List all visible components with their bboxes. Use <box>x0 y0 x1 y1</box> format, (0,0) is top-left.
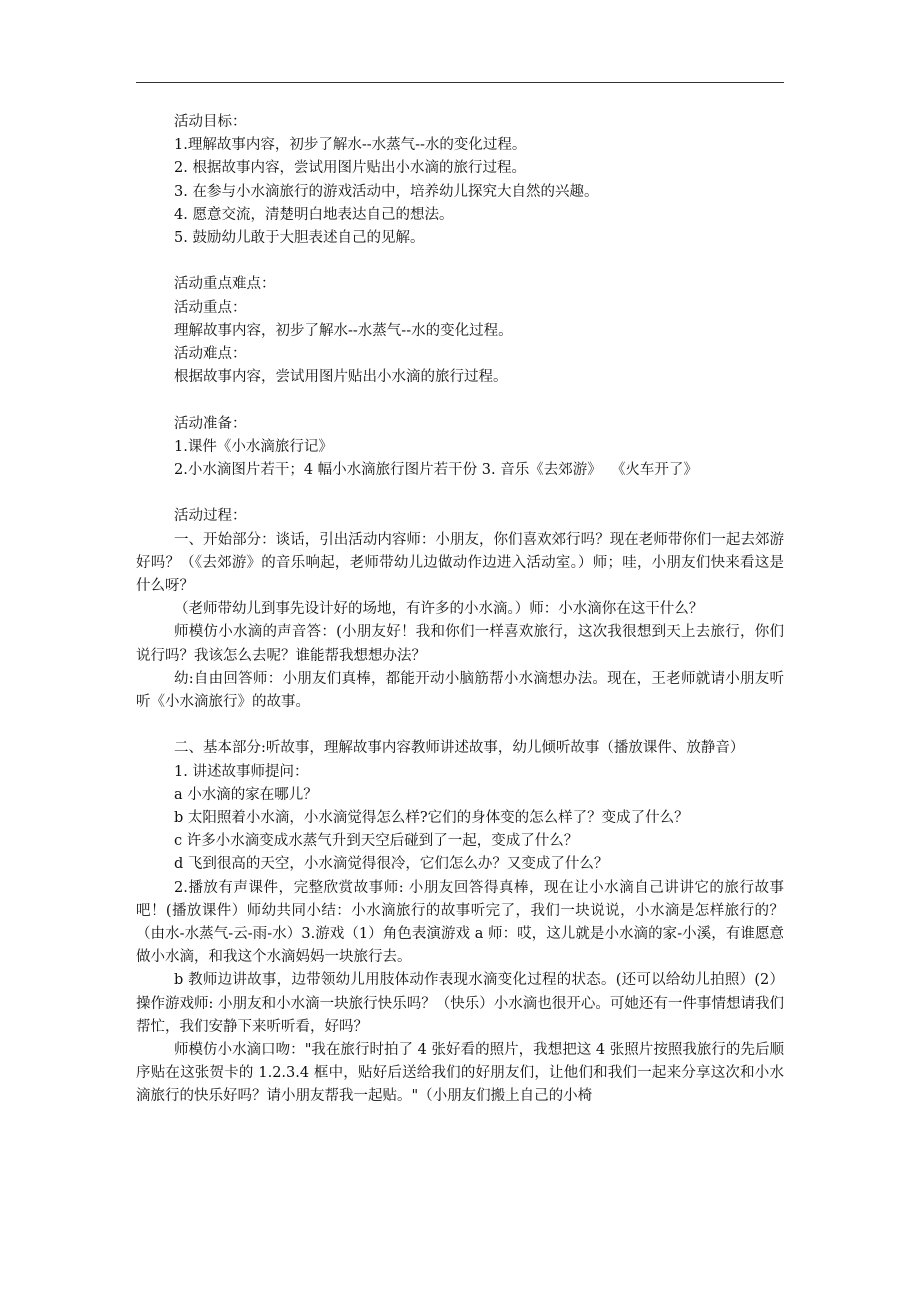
goal-item-3: 3. 在参与小水滴旅行的游戏活动中，培养幼儿探究大自然的兴趣。 <box>174 183 599 200</box>
part2-paragraph-3: 师模仿小水滴口吻："我在旅行时拍了 4 张好看的照片，我想把这 4 张照片按照我旅行的先后顺序贴在这张贺卡的 1.2.3.4 框中，贴好后送给我们的好朋友们，让他们和我们一起来分享这次和小水滴旅行的快乐好吗？请小朋友帮我一起贴。"（小朋友们搬上自己的小椅 <box>136 1042 784 1105</box>
question-a: a 小水滴的家在哪儿？ <box>174 786 318 803</box>
process-heading: 活动过程： <box>174 508 247 525</box>
goal-item-2: 2. 根据故事内容，尝试用图片贴出小水滴的旅行过程。 <box>174 160 526 177</box>
section-gap <box>136 389 784 412</box>
section-gap <box>136 482 784 505</box>
section-gap <box>136 250 784 273</box>
key-points-section <box>136 273 784 389</box>
preparation-item-2: 2.小水滴图片若干；4 幅小水滴旅行图片若干份 3. 音乐《去郊游》 《火车开了》 <box>174 462 698 479</box>
header-rule <box>136 82 784 83</box>
part2-paragraph-1: 2.播放有声课件，完整欣赏故事师: 小朋友回答得真棒，现在让小水滴自己讲讲它的旅行故事吧！(播放课件）师幼共同小结：小水滴旅行的故事听完了，我们一块说说，小水滴是怎样旅行的？（由水-水蒸气-云-雨-水）3.游戏（1）角色表演游戏 a 师：哎，这儿就是小水滴的家-小溪，有谁愿意做小水滴，和我这个水滴妈妈一块旅行去。 <box>136 879 784 966</box>
process-paragraph-4: 幼:自由回答师：小朋友们真棒，都能开动小脑筋帮小水滴想办法。现在，王老师就请小朋友听听《小水滴旅行》的故事。 <box>136 670 784 711</box>
goal-item-1: 1.理解故事内容，初步了解水--水蒸气--水的变化过程。 <box>174 137 527 154</box>
preparation-heading: 活动准备： <box>174 415 247 432</box>
question-c: c 许多小水滴变成水蒸气升到天空后碰到了一起，变成了什么？ <box>174 833 579 850</box>
process-paragraph-1: 一、开始部分：谈话，引出活动内容师：小朋友，你们喜欢郊行吗？现在老师带你们一起去郊游好吗？（《去郊游》的音乐响起，老师带幼儿边做动作边进入活动室。）师；哇，小朋友们快来看这是什么呀？ <box>136 531 784 595</box>
section-gap <box>136 714 784 737</box>
preparation-section <box>136 413 784 483</box>
focus-text: 理解故事内容，初步了解水--水蒸气--水的变化过程。 <box>174 322 513 339</box>
document-body <box>136 111 784 1109</box>
process-paragraph-3: 师模仿小水滴的声音答：(小朋友好！我和你们一样喜欢旅行，这次我很想到天上去旅行，你们说行吗？我该怎么去呢？谁能帮我想想办法？ <box>136 624 784 664</box>
part2-intro: 二、基本部分:听故事，理解故事内容教师讲述故事，幼儿倾听故事（播放课件、放静音） <box>174 740 745 757</box>
focus-label: 活动重点： <box>174 299 247 316</box>
goal-item-4: 4. 愿意交流，清楚明白地表达自己的想法。 <box>174 206 454 223</box>
difficulty-label: 活动难点： <box>174 346 247 363</box>
process-paragraph-2: （老师带幼儿到事先设计好的场地，有许多的小水滴。）师：小水滴你在这干什么？ <box>174 601 704 618</box>
goals-section <box>136 111 784 250</box>
process-section <box>136 505 784 1108</box>
goal-item-5: 5. 鼓励幼儿敢于大胆表述自己的见解。 <box>174 230 425 247</box>
questions-heading: 1. 讲述故事师提问： <box>174 763 309 780</box>
key-points-heading: 活动重点难点： <box>174 276 276 293</box>
part2-paragraph-2: b 教师边讲故事，边带领幼儿用肢体动作表现水滴变化过程的状态。(还可以给幼儿拍照）(2）操作游戏师: 小朋友和小水滴一块旅行快乐吗？（快乐）小水滴也很开心。可她还有一件事情想请我们帮忙，我们安静下来听听看，好吗？ <box>136 972 784 1035</box>
difficulty-text: 根据故事内容，尝试用图片贴出小水滴的旅行过程。 <box>174 369 508 386</box>
question-b: b 太阳照着小水滴，小水滴觉得怎么样?它们的身体变的怎么样了？变成了什么？ <box>174 810 689 827</box>
question-d: d 飞到很高的天空，小水滴觉得很冷，它们怎么办？又变成了什么？ <box>174 856 609 873</box>
preparation-item-1: 1.课件《小水滴旅行记》 <box>174 438 333 455</box>
goals-heading: 活动目标： <box>174 114 247 130</box>
